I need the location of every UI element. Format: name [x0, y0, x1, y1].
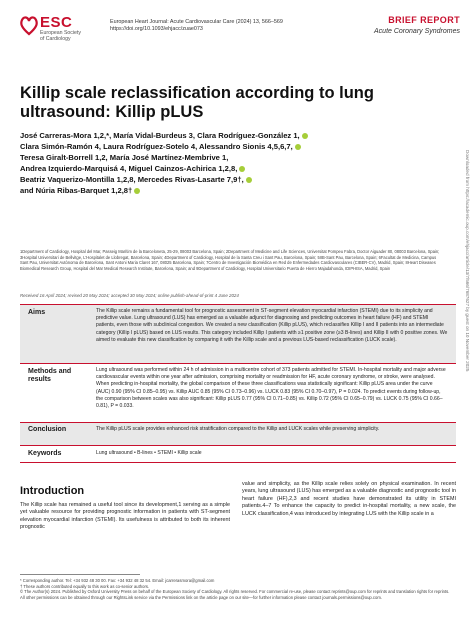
article-title [20, 84, 440, 122]
logo-sub-line: European Society [40, 30, 81, 36]
structured-abstract [20, 304, 456, 464]
abstract-keywords [20, 446, 456, 462]
footnote-divider [20, 574, 140, 575]
orcid-icon[interactable] [239, 166, 245, 172]
orcid-icon[interactable] [295, 144, 301, 150]
author-line [20, 130, 440, 141]
logo-sub-line: of Cardiology [40, 36, 71, 42]
abstract-text: The Killip pLUS scale provides enhanced risk stratification compared to the Killip and LUCK scales while preserving simplicity. [96, 426, 380, 432]
author-list [20, 130, 440, 196]
download-note-text: Downloaded from https://academic.oup.com/ehjacc/article/13/7/566/7687627 by guest on 10 November 2025 [465, 150, 470, 372]
author-text: Teresa Giralt-Borrell 1,2, María José Martínez-Membrive 1, [20, 153, 229, 162]
logo-text: ESC [40, 14, 73, 31]
author-line [20, 174, 440, 185]
abstract-methods [20, 364, 456, 422]
abstract-label: Conclusion [28, 426, 67, 433]
author-text: Clara Simón-Ramón 4, Laura Rodríguez-Sotelo 4, Alessandro Sionis 4,5,6,7, [20, 142, 293, 151]
orcid-icon[interactable] [246, 177, 252, 183]
abstract-label: Methods and results [28, 368, 72, 383]
author-text: José Carreras-Mora 1,2,*, María Vidal-Burdeus 3, Clara Rodríguez-González 1, [20, 131, 300, 140]
author-line [20, 185, 440, 196]
logo-subtitle [40, 30, 100, 42]
author-text: Beatriz Vaquerizo-Montilla 1,2,8, Mercedes Rivas-Lasarte 7,9†, [20, 175, 244, 184]
footnote-copyright: © The Author(s) 2024. Published by Oxford University Press on behalf of the European Society of Cardiology. All rights reserved. For commercial re-use, please contact reprints@oup.com for reprints and translation rights for reprints. All other permissions can be obtained through our RightsLink service via the Permissions link on the article page on our site—for further information please contact journals.permissions@oup.com. [20, 589, 450, 600]
section-heading: Introduction [20, 485, 85, 497]
keywords-text: Lung ultrasound • B-lines • STEMI • Killip scale [96, 450, 202, 456]
author-line [20, 141, 440, 152]
abstract-label: Aims [28, 309, 46, 316]
download-watermark [462, 150, 470, 570]
orcid-icon[interactable] [134, 188, 140, 194]
abstract-text: The Killip scale remains a fundamental tool for prognostic assessment in ST-segment elevation myocardial infarction (STEMI) due to its simplicity and predictive value. Lung ultrasound (LUS) has emerged as a valuable adjunct for diagnosing and predicting outcomes in heart failure (HF) and STEMI patients, even those with subclinical congestion. We created a new classification (Killip pLUS), which reclassifies Killip I and II patients into an intermediate category (Killip I pLUS) based on LUS results. This category included Killip I patients with ≥1 positive zone (≥3 B-lines) and Killip II with 0 positive zones. We aimed to evaluate this new classification by comparing it with the Killip scale and a previous LUS-based reclassification (LUCK scale). [96, 308, 448, 343]
author-line [20, 152, 440, 163]
body-column-right: value and simplicity, as the Killip scale relies solely on physical examination. In recent years, lung ultrasound (LUS) has emerged as a valuable diagnostic and prognostic tool in heart failure (HF),2,3 and recent studies have demonstrated its utility in STEMI patients.4–7 To enhance the capacity to predict in-hospital mortality, a new scale, the LUCK classification,4 was introduced by integrating LUS with the Killip scale in a [242, 481, 456, 517]
author-text: and Núria Ribas-Barquet 1,2,8† [20, 186, 133, 195]
footnotes [20, 578, 450, 600]
author-line [20, 163, 440, 174]
footnote-correspondence: * Corresponding author. Tel: +34 932 48 30 00. Fax: +34 932 48 32 54. Email: jcarrerasmora@gmail.com [20, 578, 215, 583]
body-column-left: The Killip scale has remained a useful tool since its development,1 serving as a simple yet valuable resource for providing prognostic information in patients with ST-segment elevation myocardial infarction (STEMI). Its usefulness is attributed to both its inherent prognostic [20, 502, 230, 531]
abstract-divider [20, 462, 456, 463]
doi-link[interactable]: https://doi.org/10.1093/ehjacc/zuae073 [110, 26, 203, 32]
page-header [20, 14, 460, 48]
received-dates: Received 16 April 2024; revised 20 May 2024; accepted 30 May 2024; online publish-ahead-of-print 4 June 2024 [20, 293, 239, 298]
esc-logo [20, 14, 100, 48]
abstract-conclusion [20, 423, 456, 445]
title-line: Killip scale reclassification according to lung [20, 84, 374, 102]
orcid-icon[interactable] [302, 133, 308, 139]
journal-line: European Heart Journal: Acute Cardiovascular Care (2024) 13, 566–569 [110, 19, 283, 25]
footnote-equal-contribution: † These authors contributed equally to this work as co-senior authors. [20, 583, 150, 589]
title-line: ultrasound: Killip pLUS [20, 103, 204, 121]
author-text: Andrea Izquierdo-Marquisá 4, Miguel Cainzos-Achirica 1,2,8, [20, 164, 238, 173]
heart-icon [20, 16, 38, 36]
abstract-text: Lung ultrasound was performed within 24 h of admission in a multicentre cohort of 373 patients admitted for STEMI. In-hospital mortality and major adverse cardiovascular events within one year after admission, comprising mortality or readmission for HF, acute coronary syndrome, or stroke, were analysed. When predicting in-hospital mortality, the global comparison of these three classifications was statistically significant: Killip pLUS area under the curve (AUC) 0.90 (95% CI 0.85–0.95) vs. Killip AUC 0.85 (95% CI 0.73–0.96) vs. LUCK 0.83 (95% CI 0.70–0.97), P = 0.024. To predict events during follow-up, the comparison between scales was also significant: Killip pLUS 0.77 (95% CI 0.71–0.85) vs. Killip 0.72 (95% CI 0.65–0.79) vs. LUCK 0.75 (95% CI 0.66–0.81), P = 0.033. [96, 367, 446, 410]
abstract-label: Keywords [28, 450, 62, 457]
abstract-aims [20, 305, 456, 363]
article-section: Acute Coronary Syndromes [374, 28, 460, 35]
affiliations: 1Department of Cardiology, Hospital del Mar, Passeig Marítim de la Barceloneta, 25-29, 08003 Barcelona, Spain; 2Department of Medicine and Life Sciences, Universitat Pompeu Fabra, Doctor Aiguader 80, 08003 Barcelona, Spain; 3Hospital Universitari de Bellvitge, L'Hospitalet de Llobregat, Barcelona, Spain; 4Department of Cardiology, Hospital de la Santa Creu i Sant Pau, Barcelona, Spain; 5IIB-Sant Pau, Barcelona, Spain; 6Facultat de Medicina, Campus Sant Pau, Universitat Autònoma de Barcelona, Sant Antoni Maria Claret 167, 08025 Barcelona, Spain; 7Centro de Investigación Biomédica en Red de Enfermedades Cardiovasculares (CIBER-CV), Madrid, Spain; 8Heart Diseases Biomedical Research Group, Hospital del Mar Medical Research Institute, Barcelona, Spain; and 9Department of Cardiology, Hospital Universitario Puerta de Hierro Majadahonda, IDIPHISA, Madrid, Spain [20, 249, 440, 271]
article-type: BRIEF REPORT [388, 15, 460, 25]
journal-citation [110, 19, 350, 33]
